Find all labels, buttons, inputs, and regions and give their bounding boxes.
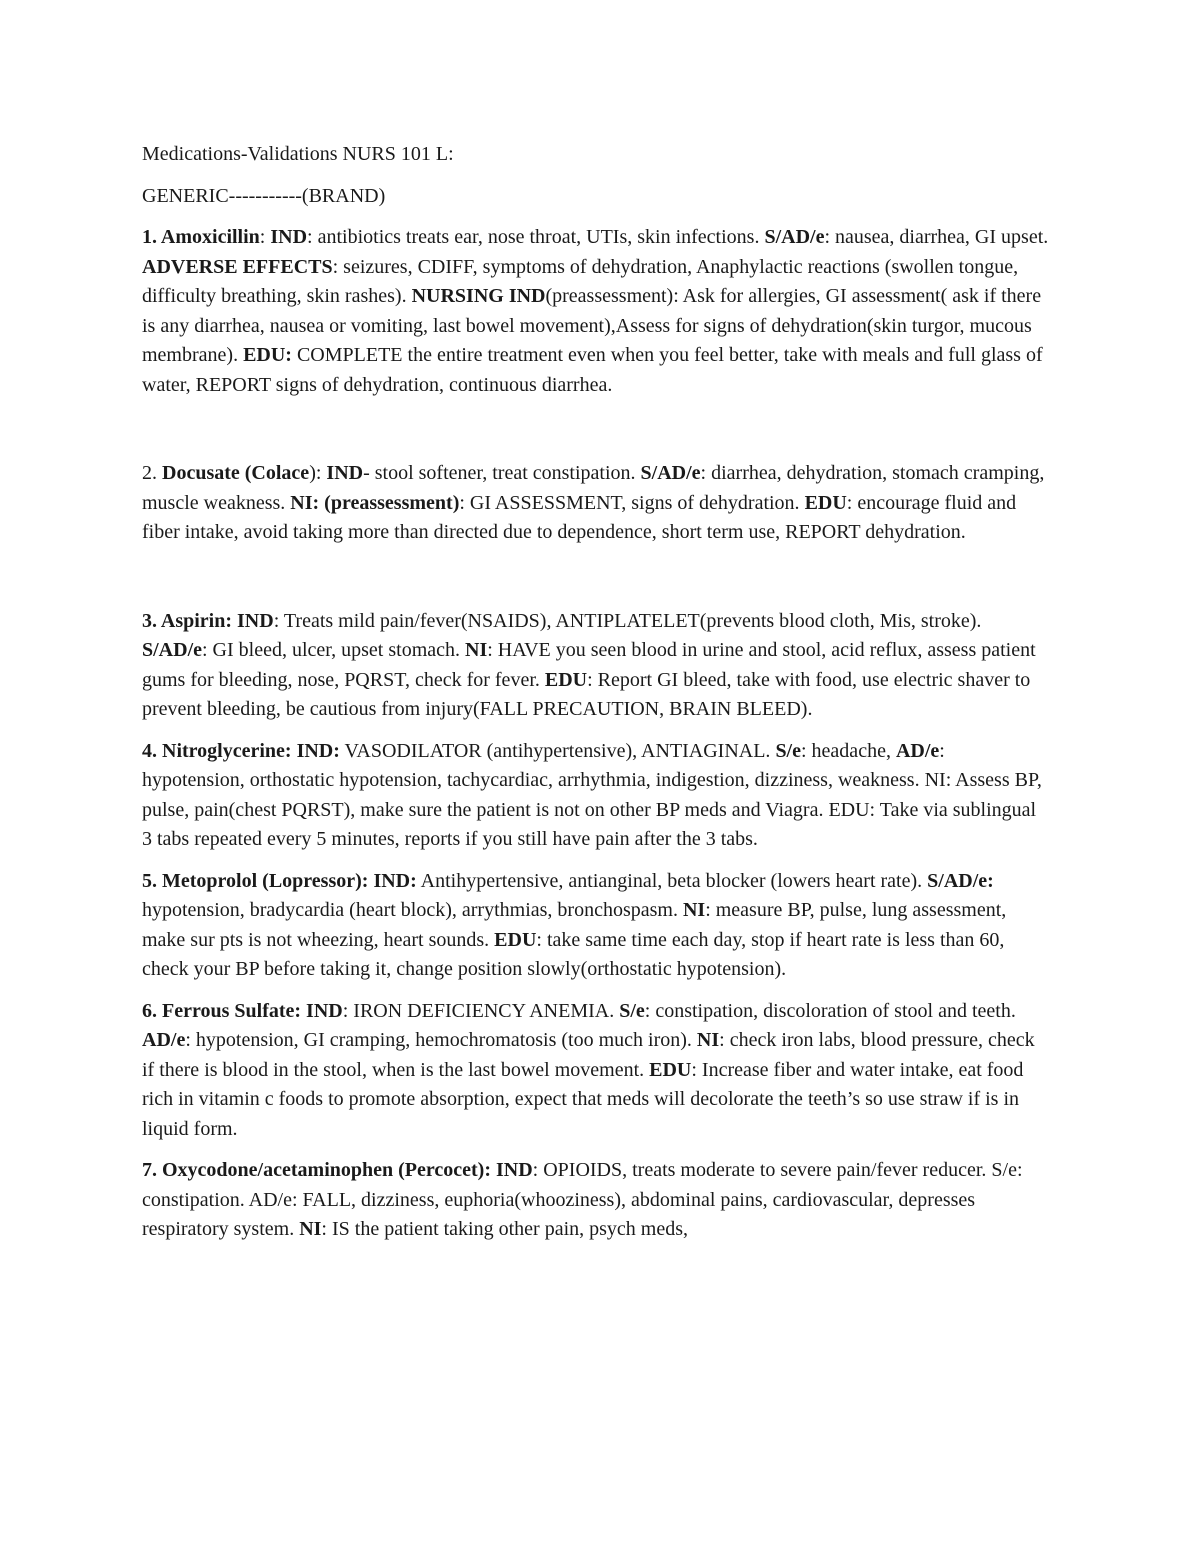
med-entry-nitroglycerine [142, 737, 1050, 855]
med-label: Amoxicillin [160, 226, 260, 248]
med-text: : nausea, diarrhea, GI upset. [824, 226, 1049, 248]
med-entry-amoxicillin [142, 223, 1050, 400]
med-label: S/AD/e [640, 462, 701, 484]
med-entry-oxycodone-acetaminophen [142, 1156, 1050, 1245]
med-text: 2. [142, 462, 162, 484]
med-text: : Report GI bleed, take with food, use electric shaver to prevent bleeding, be cautious from injury(FALL PRECAUTION, BRAIN BLEED). [142, 668, 1031, 720]
med-label: 4. Nitroglycerine: IND: [142, 739, 340, 762]
med-label: S/AD/e [764, 226, 825, 248]
med-label: 6. Ferrous Sulfate: IND [142, 999, 343, 1022]
med-text: : take same time each day, stop if heart rate is less than 60, check your BP before taking it, change position slowly(orthostatic hypotension). [142, 928, 1005, 980]
document-subtitle: GENERIC-----------(BRAND) [142, 184, 386, 207]
med-text: : seizures, CDIFF, symptoms of dehydration, Anaphylactic reactions (swollen tongue, difficulty breathing, skin rashes). [142, 255, 1019, 307]
med-label: Docusate (Colace [162, 462, 310, 484]
med-text: ): [309, 462, 327, 484]
med-label: IND [326, 462, 364, 484]
med-label: 5. Metoprolol (Lopressor): IND: [142, 869, 417, 892]
med-text: : measure BP, pulse, lung assessment, make sur pts is not wheezing, heart sounds. [142, 899, 1007, 951]
med-label: S/e [619, 999, 645, 1022]
med-text: : check iron labs, blood pressure, check if there is blood in the stool, when is the last bowel movement. [142, 1029, 1035, 1081]
document-title: Medications-Validations NURS 101 L: [142, 143, 454, 165]
med-text: : IRON DEFICIENCY ANEMIA. [342, 999, 620, 1022]
med-text: : headache, [801, 739, 896, 762]
med-label: EDU: [243, 344, 292, 366]
med-label: NI [682, 899, 706, 921]
med-text: (preassessment): Ask for allergies, GI assessment( ask if there is any diarrhea, nausea or vomiting, last bowel movement),Assess for signs of dehydration(skin turgor, mucous membrane). [142, 285, 1042, 366]
med-text: - stool softener, treat constipation. [363, 462, 641, 484]
med-text: : [259, 226, 271, 248]
med-text: : IS the patient taking other pain, psych meds, [321, 1218, 689, 1240]
med-text: : GI bleed, ulcer, upset stomach. [202, 639, 466, 661]
med-text: : antibiotics treats ear, nose throat, UTIs, skin infections. [307, 226, 765, 248]
med-label: AD/e [895, 739, 940, 762]
med-text: : Treats mild pain/fever(NSAIDS), ANTIPLATELET(prevents blood cloth, Mis, stroke). [273, 609, 982, 632]
med-label: S/AD/e [142, 639, 202, 661]
med-text: : constipation, discoloration of stool and teeth. [644, 999, 1016, 1022]
med-label: 3. Aspirin: IND [142, 609, 274, 632]
med-text: : GI ASSESSMENT, signs of dehydration. [459, 491, 805, 514]
med-label: 1. [142, 226, 161, 248]
med-label: EDU [544, 668, 588, 691]
med-entry-docusate [142, 459, 1050, 548]
med-label: AD/e [142, 1029, 186, 1051]
med-label: IND [270, 226, 308, 248]
med-text: : encourage fluid and fiber intake, avoid taking more than directed due to dependence, short term use, REPORT dehydration. [142, 491, 1017, 543]
med-text: COMPLETE the entire treatment even when you feel better, take with meals and full glass of water, REPORT signs of dehydration, continuous diarrhea. [142, 344, 1043, 396]
med-text: : OPIOIDS, treats moderate to severe pain/fever reducer. S/e: constipation. AD/e: FALL, dizziness, euphoria(whooziness), abdominal pains, cardiovascular, depresses respiratory system. [142, 1159, 1023, 1240]
med-text: Antihypertensive, antianginal, beta blocker (lowers heart rate). [416, 869, 928, 892]
med-text: : diarrhea, dehydration, stomach cramping, muscle weakness. [142, 462, 1045, 514]
med-label: EDU [649, 1058, 692, 1081]
med-label: NI [299, 1218, 322, 1240]
med-label: EDU [804, 491, 847, 514]
med-text: : Increase fiber and water intake, eat food rich in vitamin c foods to promote absorption, expect that meds will decolorate the teeth’s so use straw if is in liquid form. [142, 1058, 1024, 1140]
med-label: S/AD/e: [927, 869, 994, 892]
med-text: VASODILATOR (antihypertensive), ANTIAGINAL. [339, 739, 776, 762]
med-label: NI [696, 1029, 720, 1051]
med-text: hypotension, bradycardia (heart block), arrythmias, bronchospasm. [142, 899, 683, 921]
med-text: : hypotension, orthostatic hypotension, tachycardiac, arrhythmia, indigestion, dizziness, weakness. NI: Assess BP, pulse, pain(chest PQRST), make sure the patient is not on other BP meds and Viagra. EDU: Take via sublingual 3 tabs repeated every 5 minutes, reports if you still have pain after the 3 tabs. [142, 739, 1042, 850]
med-label: ADVERSE EFFECTS [142, 255, 333, 278]
med-text: : HAVE you seen blood in urine and stool, acid reflux, assess patient gums for bleeding, nose, PQRST, check for fever. [142, 639, 1036, 691]
med-entry-ferrous-sulfate [142, 997, 1050, 1145]
med-text: : hypotension, GI cramping, hemochromatosis (too much iron). [185, 1029, 697, 1051]
med-entry-aspirin [142, 607, 1050, 725]
med-label: 7. Oxycodone/acetaminophen (Percocet): IND [142, 1159, 533, 1181]
med-label: NURSING IND [411, 285, 546, 307]
med-label: NI [465, 639, 488, 661]
med-entry-metoprolol [142, 867, 1050, 985]
med-label: NI: (preassessment) [290, 491, 460, 514]
med-label: S/e [775, 739, 801, 762]
med-label: EDU [494, 928, 537, 951]
